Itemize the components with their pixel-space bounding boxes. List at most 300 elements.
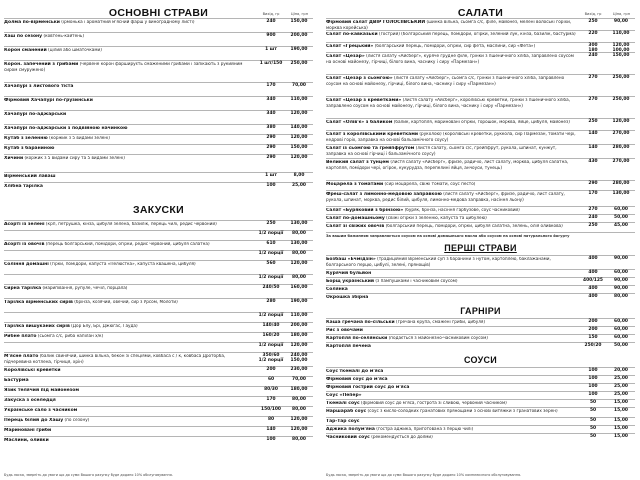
menu-item-name-cell — [4, 174, 257, 180]
menu-item-name-cell — [326, 295, 579, 301]
menu-item-weight: 400 — [588, 270, 598, 275]
menu-item-price: 180,00 — [290, 387, 308, 392]
menu-item-description: (болгарський перець, помідори, огірки, цибуля салатна, зелень, олія оливкова) — [385, 224, 563, 228]
menu-item-row — [4, 406, 313, 416]
menu-item-row — [326, 130, 635, 144]
menu-item-weight: 200 — [588, 327, 598, 332]
menu-item-price: 15,00 — [614, 408, 628, 413]
menu-item-name-cell — [4, 34, 257, 40]
menu-item-name: Картопля по-селянськи — [326, 336, 388, 341]
menu-item-price: 20,00 — [614, 368, 628, 373]
menu-item-name: Соління домашні — [4, 262, 49, 267]
menu-item-description: (подається з майонезно-часниковим соусом) — [388, 336, 488, 340]
menu-item-row — [326, 326, 635, 334]
menu-item-description: (Дор Блу, Брі, Джюгас, Гауда) — [71, 324, 138, 328]
left-column — [4, 0, 313, 480]
menu-item-weight: 430 — [588, 159, 598, 164]
menu-item-description: (перець болгарський, помідори, огірки, редис червоний, цибуля салатна) — [45, 242, 210, 246]
menu-item-name: Салат «Цезар з креветками» — [326, 98, 402, 103]
menu-item-description: (листя салату «Айсберг», фризе, радичіо, лист салату, рукола, шпинат, морква, редис білий, цибуля, лимонно-медова заправка, насіння льону) — [326, 192, 565, 202]
menu-item-description: (листя салату «Айсберг», королівські креветки, грінки з пшеничного хліба, заправлено соусом на основі майонезу, гірчиці, білого вина, часнику і сиру «Пармезан») — [326, 98, 571, 108]
menu-item-description: (руколою) (королівські креветки, руккола, сир Пармезан, томати чері, кедрові горіх, заправка на основі бальзамічного соусу) — [326, 132, 576, 142]
menu-item-weight: 100 — [588, 368, 598, 373]
menu-item-price: 180,00 — [290, 333, 308, 338]
menu-item-name: Корон сманений — [4, 48, 47, 53]
menu-item-description: (фірмовий соус до м'яса, гострота зі сливою, червоний часником) — [361, 401, 507, 405]
menu-item-name-cell — [4, 146, 257, 152]
menu-item-row — [4, 96, 313, 110]
menu-item-weight: 270 — [588, 75, 598, 80]
sauces-title: СОУСИ — [463, 355, 498, 365]
menu-item-name-cell — [4, 418, 257, 424]
menu-item-name: Рис з овочами — [326, 328, 363, 333]
menu-item-name: Мариновані гриби — [4, 428, 52, 433]
menu-item-price: 60,00 — [614, 207, 628, 212]
menu-item-weight: 240 — [588, 53, 598, 58]
menu-item-description: (болгарський перець, помідори, огірки, сир фета, маслини, сир «Фета») — [374, 44, 536, 48]
menu-item-name-cell — [326, 98, 579, 108]
menu-item-name: Аджика полум'яна — [326, 427, 375, 432]
menu-item-price: 25,00 — [614, 376, 628, 381]
menu-item-name: Каша гречана по-сільськи — [326, 320, 395, 325]
menu-item-name: М'ясне плато — [4, 354, 39, 359]
menu-item-name-cell — [4, 408, 257, 414]
menu-item-name: Салат «Грецький» — [326, 44, 374, 49]
menu-item-weight: 1/2 порції — [258, 251, 284, 256]
menu-item-row — [4, 144, 313, 154]
menu-item-name: Закуска з оселедця — [4, 398, 56, 403]
menu-item-name: Окрошка збірна — [326, 295, 369, 300]
menu-item-name: Язик телячий під майонезом — [4, 388, 80, 393]
menu-item-row — [4, 332, 313, 342]
first-courses-header — [326, 241, 635, 255]
menu-item-row — [326, 407, 635, 417]
menu-item-price: 60,00 — [614, 335, 628, 340]
menu-item-name-cell — [4, 438, 257, 444]
footer-note-left: Будь ласка, зверніть до уваги що до суми Вашого рахунку буде додано 10% обслуговування. — [4, 473, 173, 477]
menu-item-name: Фірмовий гострий соус до м'яса — [326, 385, 410, 390]
menu-item-name-cell — [4, 398, 257, 404]
menu-item-weight: 560 — [266, 261, 276, 266]
first-courses-title: ПЕРШІ СТРАВИ — [444, 243, 517, 253]
menu-item-name-cell — [4, 286, 257, 292]
menu-item-price: 80,00 — [292, 275, 306, 280]
menu-item-name: Салат по-кавказьки — [326, 32, 378, 37]
menu-item-row — [4, 322, 313, 332]
menu-item-description: (балик свинячий, шинка вільна, бекон зі спеціями, ковбаса с / к, ковбаса Дроторба, підчеревина котлена, гірчиця, хрін) — [4, 354, 226, 364]
menu-item-row — [4, 154, 313, 172]
menu-item-weight: 100 — [588, 376, 598, 381]
menu-item-price: 90,00 — [614, 19, 628, 24]
menu-item-name: Асорті із овочів — [4, 242, 45, 247]
menu-item-description: (листя салату «Айсберг», куряче грудне філе, грінки з пшеничного хліба, заправлено соусом на основі майонезу, гірчиці, білого вина, часнику і сиру «Пармезан») — [326, 54, 574, 64]
menu-item-weight: 400 — [588, 256, 598, 261]
menu-item-price: 120,00 — [290, 135, 308, 140]
menu-item-weight: 250 — [266, 221, 276, 226]
menu-item-name: Салат «Цезар з сьомгою» — [326, 76, 393, 81]
first-courses-list — [326, 255, 635, 301]
menu-item-name-cell — [326, 271, 579, 277]
menu-item-price: 280,00 — [612, 145, 630, 150]
menu-item-weight: 170 — [266, 397, 276, 402]
menu-item-row — [326, 417, 635, 425]
menu-item-name-cell — [4, 334, 257, 340]
footer-note-right: Будь ласка, зверніть до уваги що до суми Вашого рахунку буде додано 10% комплексного обслуговування. — [326, 473, 522, 477]
menu-item-row — [4, 352, 313, 366]
menu-item-name-cell — [4, 354, 257, 364]
menu-item-name: Королівські креветки — [4, 368, 61, 373]
menu-item-name: Хачапурі з листового тіста — [4, 84, 74, 89]
menu-item-name-cell — [4, 300, 257, 306]
menu-item-name-cell — [4, 98, 257, 104]
menu-item-name-cell — [326, 44, 579, 50]
menu-item-name-cell — [4, 368, 257, 374]
menu-item-weight: 340 — [266, 111, 276, 116]
menu-item-price: 250,00 — [612, 97, 630, 102]
menu-item-row — [326, 391, 635, 399]
menu-item-name: Хичини — [4, 156, 24, 161]
menu-item-name-cell — [326, 393, 579, 399]
menu-item-row — [4, 284, 313, 298]
menu-item-price: 150,00 — [612, 53, 630, 58]
menu-item-weight: 1/2 порції — [258, 343, 284, 348]
menu-item-name: Курячий бульйон — [326, 271, 372, 276]
menu-item-description: (буряк, брінза, насіння гарбузове, соус часниковий) — [404, 208, 520, 212]
menu-item-name-cell — [326, 120, 579, 126]
snacks-list — [4, 220, 313, 446]
snacks-header — [4, 198, 313, 220]
menu-item-weight: 350/60 1/2 порції — [258, 353, 284, 363]
menu-item-name: Долма по-вірменськи — [4, 20, 60, 25]
menu-item-name-cell — [326, 20, 579, 30]
menu-item-description: (крп, петрушка, кінза, цибуля зелена, базилік, перець чилі, редис червоний) — [45, 222, 217, 226]
menu-item-weight: 140 — [588, 131, 598, 136]
menu-item-name: Бастурма — [4, 378, 29, 383]
menu-item-price: 8,00 — [293, 173, 305, 178]
menu-item-description: (гостра аджика, приготована з перцю чилі) — [376, 427, 474, 431]
menu-item-row — [326, 334, 635, 342]
menu-item-price: 15,00 — [614, 434, 628, 439]
menu-item-description: (сир моцарела, свіжі томати, соус песто) — [384, 182, 476, 186]
menu-item-name-cell — [4, 156, 257, 162]
menu-item-weight: 100 — [588, 384, 598, 389]
menu-item-row — [326, 52, 635, 74]
menu-item-price: 120,00 100,00 — [612, 43, 630, 53]
menu-item-row — [326, 367, 635, 375]
menu-item-name-cell — [4, 62, 257, 72]
menu-item-name-cell — [326, 328, 579, 334]
menu-item-price: 60,00 — [614, 327, 628, 332]
sauces-list — [326, 367, 635, 441]
menu-item-name: Салат по-домашньому — [326, 216, 385, 221]
salads-header — [326, 0, 635, 18]
menu-item-weight: 140 — [588, 145, 598, 150]
garnishes-list — [326, 318, 635, 350]
menu-item-name: Салат зі свіжих овочів — [326, 224, 385, 229]
menu-item-weight: 170 — [266, 83, 276, 88]
menu-item-name-cell — [326, 419, 579, 425]
menu-item-name: Тарілка вірменських сирів — [4, 300, 73, 305]
menu-item-row — [326, 42, 635, 52]
menu-item-name-cell — [4, 222, 257, 228]
menu-item-name: Кутаб з зеленню — [4, 136, 48, 141]
menu-item-row — [326, 180, 635, 190]
menu-item-name-cell — [326, 160, 579, 170]
menu-item-description: (сьомга с/с, риба напілан х/к) — [37, 334, 104, 338]
menu-item-name: Хачапурі по-аджарськи — [4, 112, 67, 117]
menu-item-weight: 220 — [588, 31, 598, 36]
menu-item-description: (листя салату «Айсберг», фризе, радичіо, лист салату, морква, цибуля салатна, картопля, помідори чері, огірок, кукурудза, перепелині яйця, анчоуси, тунець) — [326, 160, 569, 170]
menu-item-name-cell — [326, 377, 579, 383]
menu-item-name: Тар-Тар соус — [326, 419, 360, 424]
menu-item-price: 130,00 — [290, 241, 308, 246]
menu-item-description: (ковтень-кайтень) — [43, 34, 85, 38]
menu-item-name: Фреш-салат з лимонно-медовою заправкою — [326, 192, 442, 197]
menu-item-name: Салат «Олів'є» з баликом — [326, 120, 393, 125]
menu-item-row — [326, 190, 635, 206]
menu-item-name-cell — [326, 146, 579, 156]
menu-item-row — [326, 74, 635, 96]
salads-list — [326, 18, 635, 232]
menu-item-row — [326, 96, 635, 118]
menu-item-price: 120,00 — [290, 111, 308, 116]
menu-item-weight: 200 — [266, 367, 276, 372]
menu-item-weight: 610 — [266, 241, 276, 246]
menu-item-name-cell — [326, 54, 579, 64]
menu-item-row — [326, 269, 635, 277]
main-dishes-title: ОСНОВНІ СТРАВИ — [108, 7, 209, 19]
menu-item-name-cell — [326, 182, 579, 188]
price-column-header: Ціна, грн — [612, 12, 631, 16]
menu-item-row — [4, 274, 313, 284]
garnishes-header — [326, 304, 635, 318]
menu-item-name-cell — [4, 48, 257, 54]
menu-item-name-cell — [4, 184, 257, 190]
menu-item-name: Соус ткемалі до м'яса — [326, 369, 384, 374]
snacks-title: ЗАКУСКИ — [132, 204, 184, 216]
menu-item-price: 130,00 — [290, 221, 308, 226]
menu-item-row — [326, 255, 635, 269]
menu-item-price: 250,00 — [612, 75, 630, 80]
menu-item-price: 230,00 — [290, 367, 308, 372]
menu-item-row — [4, 134, 313, 144]
menu-item-name: Рибне плато — [4, 334, 37, 339]
menu-item-weight: 200 — [588, 319, 598, 324]
menu-item-price: 60,00 — [614, 270, 628, 275]
main-dishes-header — [4, 0, 313, 18]
menu-item-row — [4, 376, 313, 386]
menu-item-name-cell — [4, 20, 257, 26]
sauces-header — [326, 353, 635, 367]
menu-item-weight: 250 — [588, 223, 598, 228]
menu-item-price: 200,00 — [290, 323, 308, 328]
menu-item-name: Салат «Буряковий з брінзою» — [326, 208, 404, 213]
menu-item-name-cell — [4, 388, 257, 394]
menu-item-weight: 250 — [588, 119, 598, 124]
menu-item-name-cell — [4, 126, 257, 132]
menu-item-description: (листя салату, сьомга с/с, грейпфрут, рукола, шпинат, кунжут, заправка на основі гірчиці і бальзамічного соусу) — [326, 146, 557, 156]
menu-item-weight: 240/50 — [262, 285, 280, 290]
menu-item-price: 110,00 — [290, 97, 308, 102]
menu-item-weight: 50 — [589, 426, 597, 431]
menu-item-price: 120,00 — [290, 155, 308, 160]
menu-item-weight: 160/20 — [262, 333, 280, 338]
menu-item-name-cell — [326, 279, 579, 285]
menu-item-description: (червене корон фаршируєть смаженими грибами і запікають з рукийним сиром смуружено) — [4, 62, 243, 72]
main-dishes-list — [4, 18, 313, 192]
menu-item-row — [4, 182, 313, 192]
menu-item-price: 25,00 — [292, 183, 306, 188]
menu-item-name-cell — [4, 136, 257, 142]
menu-item-name-cell — [326, 369, 579, 375]
menu-item-name-cell — [326, 32, 579, 38]
menu-item-price: 150,00 — [290, 19, 308, 24]
menu-item-price: 80,00 — [292, 397, 306, 402]
menu-item-row — [326, 30, 635, 42]
menu-item-name: Часниковий соус — [326, 435, 370, 440]
menu-item-weight: 1/2 порції — [258, 313, 284, 318]
menu-item-name: Бозбаш «Ечмідзін» — [326, 257, 376, 262]
menu-item-row — [4, 298, 313, 312]
menu-item-name-cell — [326, 257, 579, 267]
menu-item-weight: 170 — [588, 191, 598, 196]
menu-item-row — [326, 433, 635, 441]
menu-item-description: (марипівання, рупуле, чечіл, порцала) — [42, 286, 128, 290]
menu-item-weight: 290 — [266, 135, 276, 140]
weight-column-header: Вихід, гр — [262, 12, 280, 16]
menu-item-name: Тарілка вишуканих сирів — [4, 324, 70, 329]
menu-item-name: Хачапурі по-аджарськи з подвійною начинкою — [4, 126, 128, 131]
menu-item-price: 120,00 — [290, 417, 308, 422]
menu-item-row — [326, 206, 635, 214]
menu-item-weight: 1 шт — [265, 47, 277, 52]
menu-item-price: 90,00 — [614, 286, 628, 291]
menu-item-weight: 270 — [588, 97, 598, 102]
menu-item-name-cell — [326, 224, 579, 230]
menu-item-price: 80,00 — [292, 407, 306, 412]
menu-item-row — [4, 32, 313, 46]
menu-item-name: Сирна тарілка — [4, 286, 42, 291]
menu-item-price: 80,00 — [292, 251, 306, 256]
right-column — [326, 0, 635, 480]
menu-item-row — [326, 18, 635, 30]
menu-item-description: (по сезону) — [64, 418, 90, 422]
menu-item-name-cell — [326, 344, 579, 350]
menu-item-row — [4, 240, 313, 250]
menu-item-name: Кутаб з бараниною — [4, 146, 55, 151]
menu-item-weight: 900 — [266, 33, 276, 38]
menu-item-row — [326, 158, 635, 180]
menu-item-weight: 1/2 порції — [258, 231, 284, 236]
menu-item-weight: 150 — [588, 335, 598, 340]
menu-item-name-cell — [326, 287, 579, 293]
menu-item-name: Корон. запечений з грибами — [4, 62, 79, 67]
menu-item-description: (гострий) (болгарський перець, помідори, огірки, зелений лук, кінза, базилік, бастурма) — [378, 32, 576, 36]
menu-item-weight: 80 — [267, 417, 275, 422]
menu-item-weight: 60 — [267, 377, 275, 382]
menu-item-name-cell — [4, 378, 257, 384]
menu-item-name-cell — [4, 262, 257, 268]
menu-item-price: 270,00 — [612, 131, 630, 136]
menu-item-weight: 240 — [266, 19, 276, 24]
menu-item-weight: 100 — [588, 392, 598, 397]
menu-item-name-cell — [326, 132, 579, 142]
menu-item-weight: 150/100 — [261, 407, 281, 412]
menu-item-price: 160,00 — [290, 285, 308, 290]
menu-item-name: Соус «Пепер» — [326, 393, 362, 398]
menu-item-row — [326, 383, 635, 391]
menu-item-price: 25,00 — [614, 384, 628, 389]
menu-item-name: Великий салат з тунцем — [326, 160, 389, 165]
menu-item-weight: 1 шт/150 — [259, 61, 283, 66]
menu-item-row — [326, 375, 635, 383]
menu-item-name-cell — [326, 427, 579, 433]
menu-item-weight: 340 — [266, 97, 276, 102]
price-column-header: Ціна, грн — [290, 12, 309, 16]
menu-item-name: Солянка — [326, 287, 348, 292]
menu-item-price: 140,00 — [290, 125, 308, 130]
menu-item-price: 240,00 150,00 — [290, 353, 308, 363]
menu-item-row — [4, 82, 313, 96]
menu-item-row — [4, 342, 313, 352]
menu-item-price: 110,00 — [612, 31, 630, 36]
menu-item-name-cell — [4, 324, 257, 330]
menu-item-name: Хаш по сезону — [4, 34, 43, 39]
menu-item-weight: 100 — [266, 183, 276, 188]
menu-item-name: Перець білий до Хашу — [4, 418, 64, 423]
menu-item-price: 60,00 — [614, 319, 628, 324]
menu-item-row — [4, 46, 313, 60]
menu-item-row — [4, 172, 313, 182]
menu-item-description: (брінза, козячий, овечий, сир з Урсом, Молоти) — [74, 300, 178, 304]
menu-item-name: Фірмовий соус до м'яса — [326, 377, 388, 382]
menu-item-weight: 80/30 — [264, 387, 278, 392]
menu-item-weight: 50 — [589, 418, 597, 423]
menu-item-name: Вірменський лаваш — [4, 174, 56, 179]
menu-item-weight: 400 — [588, 286, 598, 291]
menu-item-price: 270,00 — [612, 159, 630, 164]
menu-item-price: 90,00 — [614, 256, 628, 261]
menu-item-name-cell — [4, 112, 257, 118]
menu-item-name-cell — [326, 435, 579, 441]
menu-item-name-cell — [326, 208, 579, 214]
menu-item-name: Салат із сьомгою та грейпфрутом — [326, 146, 415, 151]
menu-item-description: (соус з кисло-солодких гранатових прянощами з основі витяжки з гранатових зерен) — [367, 409, 558, 413]
menu-item-row — [326, 399, 635, 407]
menu-item-name-cell — [326, 216, 579, 222]
menu-item-name: Борщ український — [326, 279, 375, 284]
menu-item-row — [326, 214, 635, 222]
menu-item-weight: 380 — [266, 125, 276, 130]
menu-item-name: Маслини, оливки — [4, 438, 49, 443]
menu-item-price: 280,00 — [612, 181, 630, 186]
menu-item-weight: 50 — [589, 434, 597, 439]
salads-title: САЛАТИ — [457, 7, 504, 19]
menu-item-description: (рекомендується до долми) — [371, 435, 433, 439]
menu-item-weight: 1 шт — [265, 173, 277, 178]
menu-item-row — [326, 277, 635, 285]
menu-item-row — [4, 312, 313, 322]
menu-item-name-cell — [326, 192, 579, 202]
menu-item-name: Моцарела з томатами — [326, 182, 384, 187]
menu-item-price: 45,00 — [614, 223, 628, 228]
menu-item-row — [4, 386, 313, 396]
menu-item-row — [4, 426, 313, 436]
menu-item-price: 110,00 — [290, 313, 308, 318]
menu-item-price: 25,00 — [614, 392, 628, 397]
menu-item-weight: 280 — [266, 299, 276, 304]
menu-item-price: 15,00 — [614, 400, 628, 405]
